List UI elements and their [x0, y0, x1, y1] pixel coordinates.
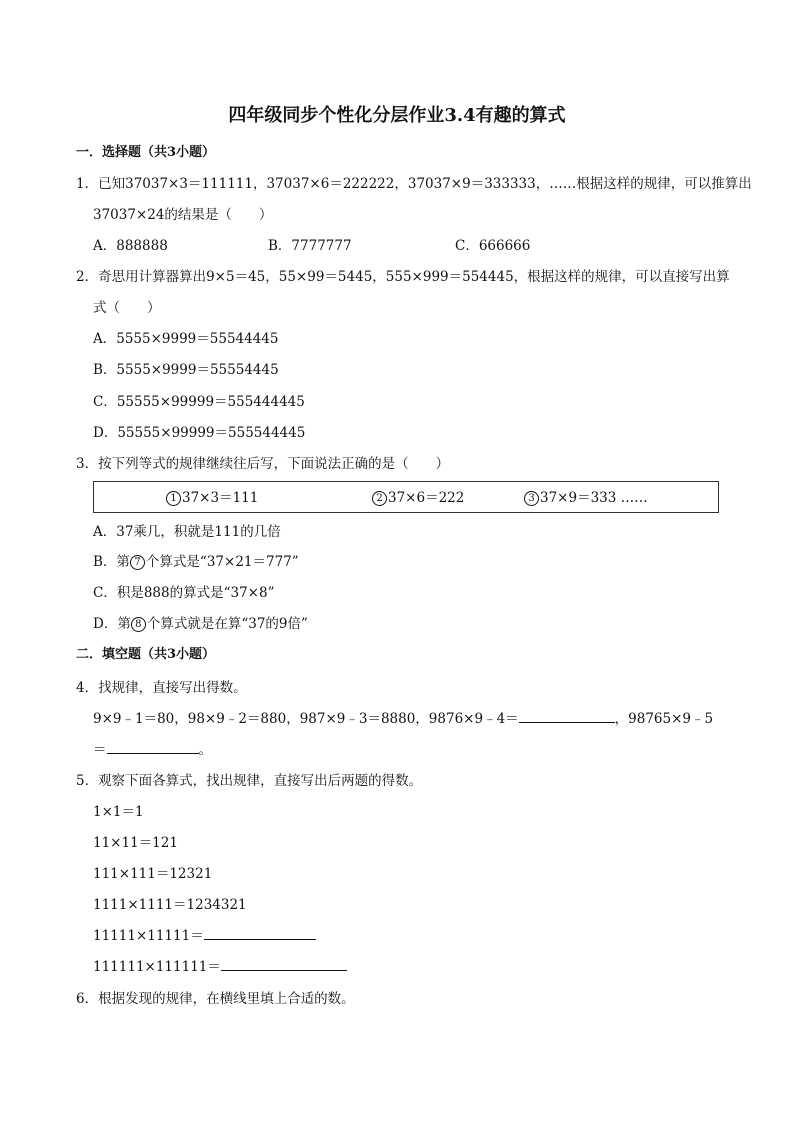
question-2-option-d: D．55555×99999＝555544445 [93, 425, 306, 441]
question-3-line1: 3．按下列等式的规律继续往后写，下面说法正确的是（ ） [76, 456, 450, 472]
equation-1 [166, 489, 258, 507]
equation-text: 37×3＝111 [182, 490, 259, 506]
option-b-text: 个算式是“37×21＝777” [145, 554, 299, 570]
equation-box [93, 481, 719, 513]
option-b-prefix: B．第 [93, 554, 130, 570]
question-1-line1: 1．已知37037×3＝111111，37037×6＝222222，37037×9＝333333，……根据这样的规律，可以推算出 [76, 176, 752, 192]
question-2-option-b: B．5555×9999＝55554445 [93, 362, 279, 378]
question-5-equation-6 [93, 958, 347, 976]
section-heading-fill: 二．填空题（共3小题） [76, 647, 216, 662]
equation-text: 37×6＝222 [388, 490, 465, 506]
question-2-option-a: A．5555×9999＝55544445 [93, 331, 279, 347]
question-1-option-c: C．666666 [455, 238, 531, 254]
question-5-equation-2: 11×11＝121 [93, 835, 178, 851]
circled-number: 3 [524, 491, 539, 506]
equation-text: 37×9＝333 …… [540, 490, 648, 506]
circled-number: 7 [130, 555, 145, 570]
page-title: 四年级同步个性化分层作业3.4有趣的算式 [228, 105, 566, 126]
period: 。 [198, 742, 212, 758]
question-5-equation-3: 111×111＝12321 [93, 866, 213, 882]
question-5-line1: 5．观察下面各算式，找出规律，直接写出后两题的得数。 [76, 773, 423, 789]
question-6-line1: 6．根据发现的规律，在横线里填上合适的数。 [76, 991, 355, 1007]
question-2-line1: 2．奇思用计算器算出9×5＝45，55×99＝5445，555×999＝554445，根据这样的规律，可以直接写出算 [76, 269, 730, 285]
circled-number: 1 [166, 491, 181, 506]
question-3-option-b [93, 553, 299, 571]
question-4-text-a: 9×9﹣1＝80，98×9﹣2＝880，987×9﹣3＝8880，9876×9﹣4＝ [93, 711, 519, 727]
question-1-option-a: A．888888 [93, 238, 168, 254]
answer-blank[interactable] [107, 741, 199, 754]
circled-number: 8 [131, 617, 146, 632]
option-d-text: 个算式就是在算“37的9倍” [146, 616, 308, 632]
question-1-option-b: B．7777777 [268, 238, 352, 254]
question-5-equation-1: 1×1＝1 [93, 804, 144, 820]
answer-blank[interactable] [204, 927, 316, 940]
equation-3 [524, 489, 648, 507]
question-5-equation-5 [93, 927, 316, 945]
question-3-option-d [93, 615, 308, 633]
question-5-equation-4: 1111×1111＝1234321 [93, 897, 247, 913]
answer-blank[interactable] [519, 710, 615, 723]
circled-number: 2 [372, 491, 387, 506]
question-4-text-b: ，98765×9﹣5 [614, 711, 714, 727]
question-3-option-c: C．积是888的算式是“37×8” [93, 585, 275, 601]
section-heading-choice: 一．选择题（共3小题） [76, 145, 216, 160]
answer-blank[interactable] [221, 958, 347, 971]
equals-sign: ＝ [93, 742, 107, 758]
question-4-line2 [93, 710, 713, 728]
question-4-line1: 4．找规律，直接写出得数。 [76, 680, 247, 696]
question-1-line2: 37037×24的结果是（ ） [93, 207, 273, 223]
option-d-prefix: D．第 [93, 616, 131, 632]
question-2-option-c: C．55555×99999＝555444445 [93, 394, 305, 410]
equation-text: 11111×11111＝ [93, 928, 204, 944]
question-4-line3 [93, 741, 212, 759]
question-2-line2: 式（ ） [93, 300, 161, 316]
question-3-option-a: A．37乘几，积就是111的几倍 [93, 524, 281, 540]
equation-text: 111111×111111＝ [93, 959, 221, 975]
equation-2 [372, 489, 464, 507]
